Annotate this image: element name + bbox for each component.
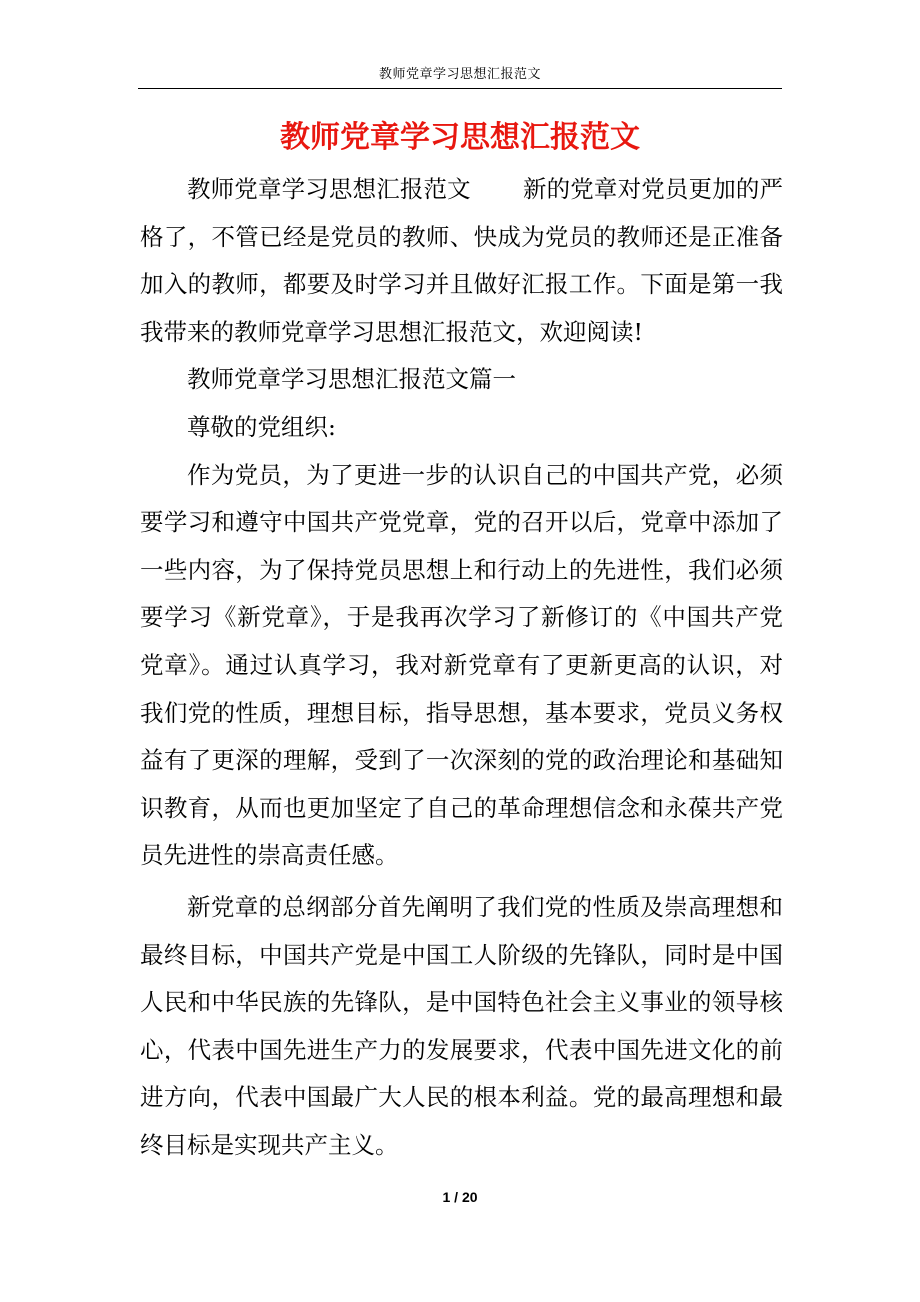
salutation: 尊敬的党组织: — [187, 412, 336, 441]
running-header: 教师党章学习思想汇报范文 — [378, 67, 541, 82]
page-number: 1 / 20 — [442, 1189, 478, 1205]
intro-lead: 教师党章学习思想汇报范文 — [187, 175, 471, 203]
body-paragraph-2: 新党章的总纲部分首先阐明了我们党的性质及崇高理想和最终目标，中国共产党是中国工人阶级的先锋队，同时是中国人民和中华民族的先锋队，是中国特色社会主义事业的领导核心，代表中国先进生产力的发展要求，代表中国先进文化的前进方向，代表中国最广大人民的根本利益。党的最高理想和最终目标是实现共产主义。 — [140, 892, 783, 1159]
document-title: 教师党章学习思想汇报范文 — [280, 120, 640, 155]
document-body — [140, 166, 783, 1169]
intro-text: 新的党章对党员更加的严格了，不管已经是党员的教师、快成为党员的教师还是正准备加入的教师，都要及时学习并且做好汇报工作。下面是第一我我带来的教师党章学习思想汇报范文，欢迎阅读! — [140, 175, 784, 346]
intro-paragraph — [140, 166, 783, 356]
section-heading: 教师党章学习思想汇报范文篇一 — [187, 365, 516, 394]
header-divider — [138, 88, 782, 89]
body-paragraph-1: 作为党员，为了更进一步的认识自己的中国共产党，必须要学习和遵守中国共产党党章，党的召开以后，党章中添加了一些内容，为了保持党员思想上和行动上的先进性，我们必须要学习《新党章》，于是我再次学习了新修订的《中国共产党党章》。通过认真学习，我对新党章有了更新更高的认识，对我们党的性质，理想目标，指导思想，基本要求，党员义务权益有了更深的理解，受到了一次深刻的党的政治理论和基础知识教育，从而也更加坚定了自己的革命理想信念和永葆共产党员先进性的崇高责任感。 — [140, 460, 783, 870]
